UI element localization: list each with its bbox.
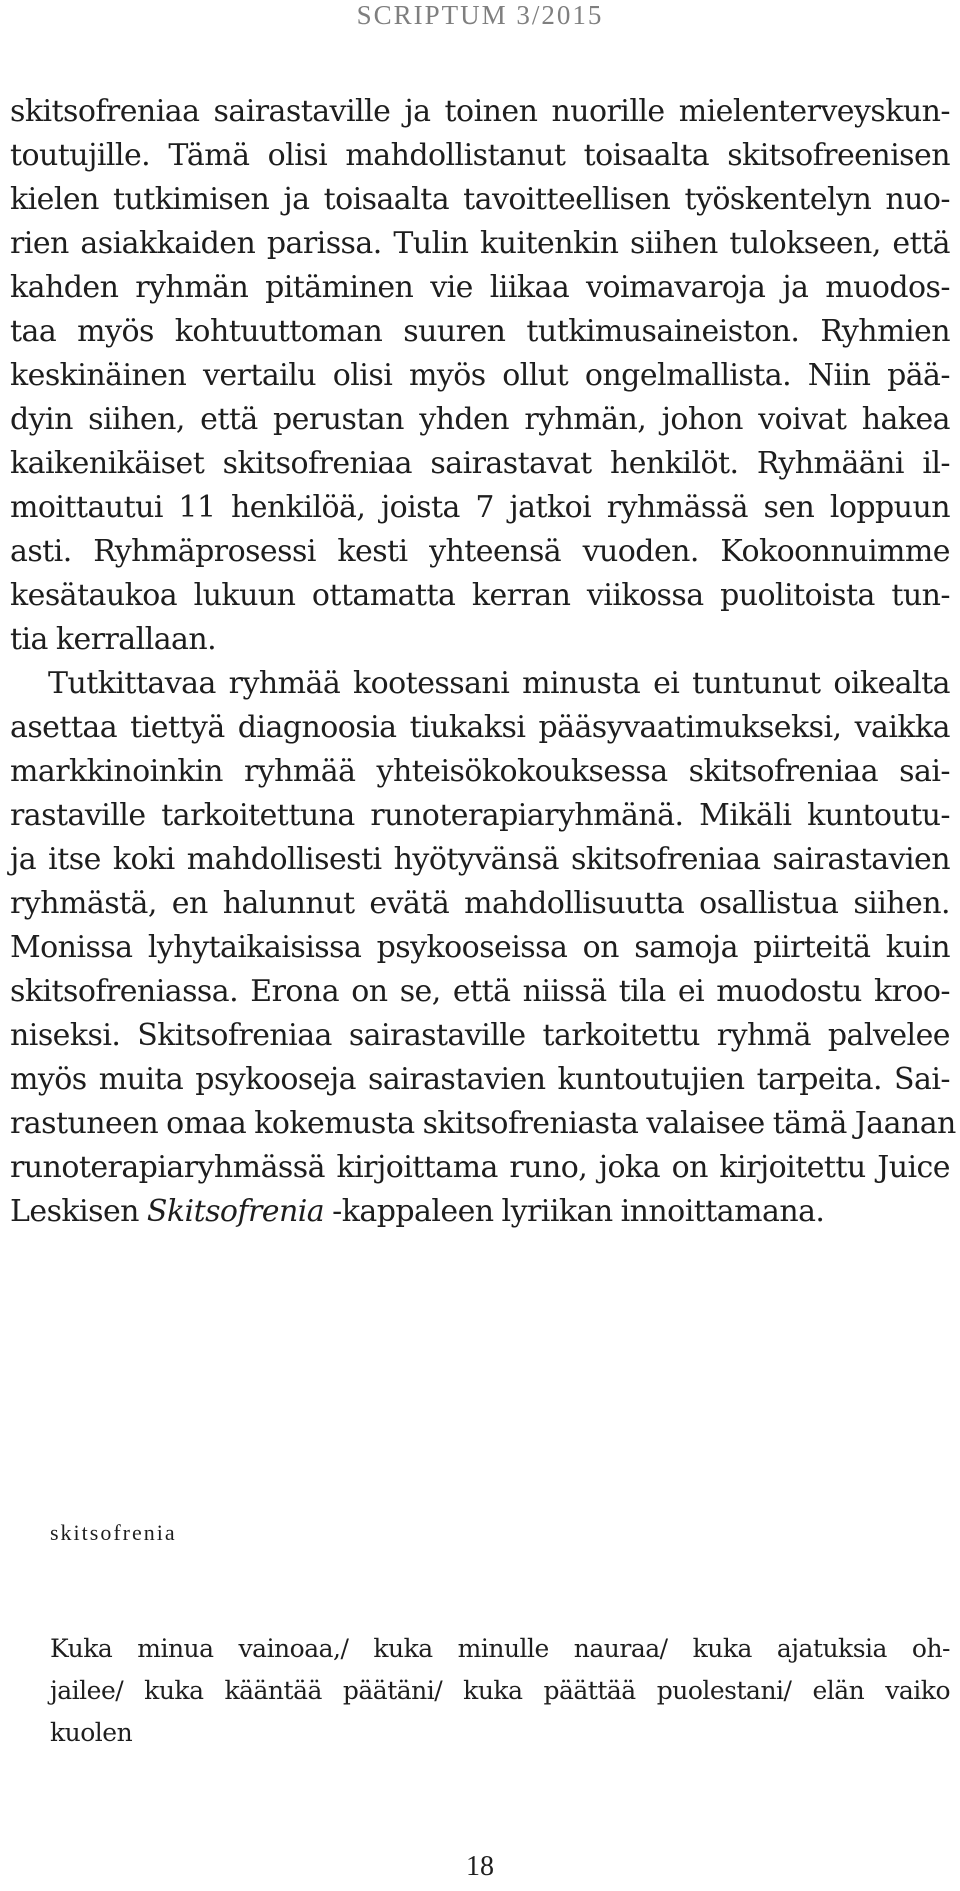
paragraph-line: rastaville tarkoitettuna runoterapiaryhmänä. Mikäli kuntoutu- xyxy=(10,798,950,833)
page-number: 18 xyxy=(466,1851,494,1882)
paragraph-line: asti. Ryhmäprosessi kesti yhteensä vuoden. Kokoonnuimme xyxy=(10,534,950,569)
song-title-italic: Skitsofrenia xyxy=(146,1194,325,1229)
body-paragraph-2 xyxy=(10,662,956,1234)
paragraph-line: ryhmästä, en halunnut evätä mahdollisuutta osallistua siihen. xyxy=(10,886,950,921)
poem-line: Kuka minua vainoaa,/ kuka minulle nauraa/ kuka ajatuksia oh- xyxy=(50,1634,950,1663)
paragraph-line: asettaa tiettyä diagnoosia tiukaksi pääsyvaatimukseksi, vaikka xyxy=(10,710,950,745)
paragraph-line: kesätaukoa lukuun ottamatta kerran viikossa puolitoista tun- xyxy=(10,578,950,613)
paragraph-line: moittautui 11 henkilöä, joista 7 jatkoi ryhmässä sen loppuun xyxy=(10,490,950,525)
paragraph-line: kielen tutkimisen ja toisaalta tavoitteellisen työskentelyn nuo- xyxy=(10,182,950,217)
paragraph-line: dyin siihen, että perustan yhden ryhmän, johon voivat hakea xyxy=(10,402,950,437)
paragraph-line: rastuneen omaa kokemusta skitsofreniasta valaisee tämä Jaanan xyxy=(10,1106,956,1141)
paragraph-line: taa myös kohtuuttoman suuren tutkimusaineiston. Ryhmien xyxy=(10,314,950,349)
paragraph-line: markkinoinkin ryhmää yhteisökokouksessa skitsofreniaa sai- xyxy=(10,754,950,789)
paragraph-line: Tutkittavaa ryhmää kootessani minusta ei tuntunut oikealta xyxy=(48,666,950,701)
poem-line: kuolen xyxy=(50,1718,133,1747)
running-head: SCRIPTUM 3/2015 xyxy=(356,0,604,30)
paragraph-line: Monissa lyhytaikaisissa psykooseissa on samoja piirteitä kuin xyxy=(10,930,950,965)
paragraph-line: rien asiakkaiden parissa. Tulin kuitenkin siihen tulokseen, että xyxy=(10,226,950,261)
paragraph-line: skitsofreniassa. Erona on se, että niissä tila ei muodostu kroo- xyxy=(10,974,950,1009)
paragraph-line: runoterapiaryhmässä kirjoittama runo, joka on kirjoitettu Juice xyxy=(10,1150,950,1185)
paragraph-text: Leskisen xyxy=(10,1194,147,1229)
poem-title: skitsofrenia xyxy=(50,1520,177,1545)
paragraph-line: niseksi. Skitsofreniaa sairastaville tarkoitettu ryhmä palvelee xyxy=(10,1018,950,1053)
paragraph-line xyxy=(10,1190,950,1234)
paragraph-line: kaikenikäiset skitsofreniaa sairastavat henkilöt. Ryhmääni il- xyxy=(10,446,950,481)
paragraph-line: tia kerrallaan. xyxy=(10,622,217,657)
paragraph-text: -kappaleen lyriikan innoittamana. xyxy=(324,1194,825,1229)
paragraph-line: kahden ryhmän pitäminen vie liikaa voimavaroja ja muodos- xyxy=(10,270,950,305)
body-paragraph-1 xyxy=(10,90,950,662)
paragraph-line: myös muita psykooseja sairastavien kuntoutujien tarpeita. Sai- xyxy=(10,1062,950,1097)
paragraph-line: skitsofreniaa sairastaville ja toinen nuorille mielenterveyskun- xyxy=(10,94,950,129)
paragraph-line: toutujille. Tämä olisi mahdollistanut toisaalta skitsofreenisen xyxy=(10,138,950,173)
poem-text xyxy=(50,1628,950,1754)
poem-line: jailee/ kuka kääntää päätäni/ kuka päättää puolestani/ elän vaiko xyxy=(50,1676,950,1705)
paragraph-line: keskinäinen vertailu olisi myös ollut ongelmallista. Niin pää- xyxy=(10,358,950,393)
paragraph-line: ja itse koki mahdollisesti hyötyvänsä skitsofreniaa sairastavien xyxy=(10,842,950,877)
